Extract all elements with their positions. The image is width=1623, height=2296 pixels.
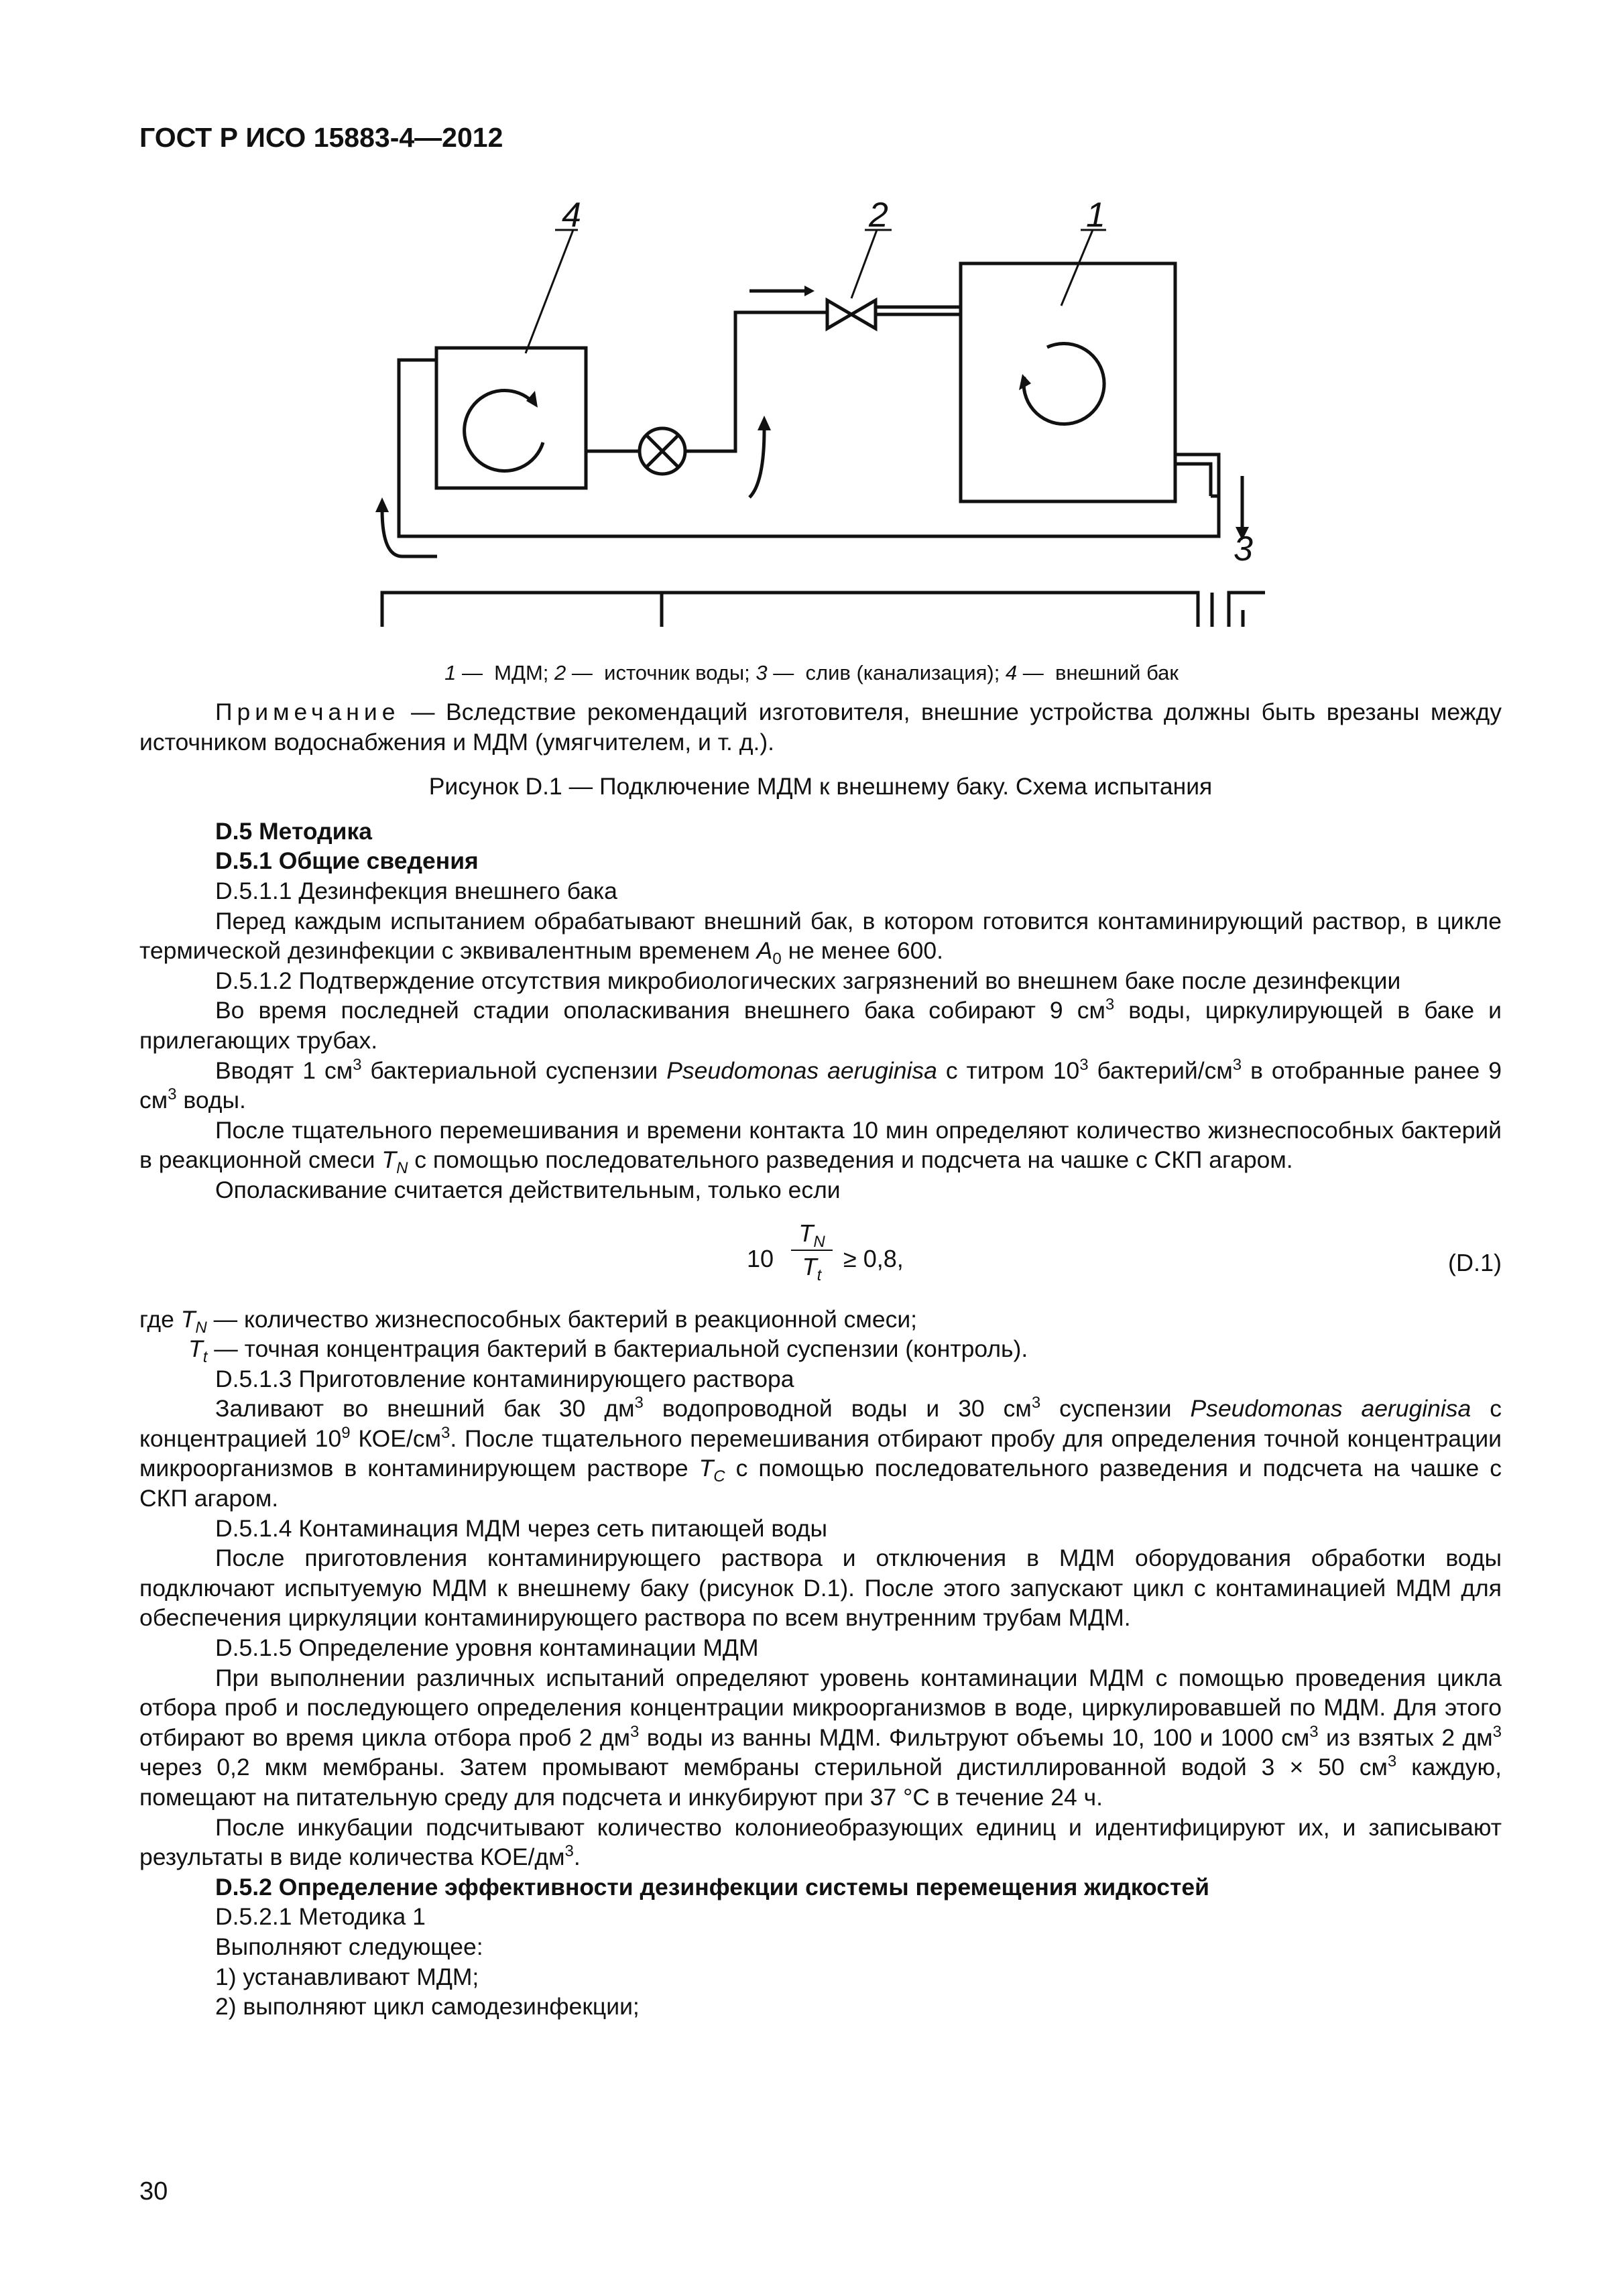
heading-d51: D.5.1 Общие сведения — [215, 847, 479, 875]
equation-number: (D.1) — [1448, 1248, 1502, 1276]
heading-d5: D.5 Методика — [215, 817, 372, 845]
subheading-d515: D.5.1.5 Определение уровня контаминации МДМ — [215, 1634, 759, 1662]
paragraph: Выполняют следующее: — [215, 1933, 483, 1960]
subheading-d512: D.5.1.2 Подтверждение отсутствия микробиологических загрязнений во внешнем баке после дезинфекции — [215, 967, 1401, 994]
paragraph: При выполнении различных испытаний определяют уровень контаминации МДМ с помощью проведения цикла отбора проб и последующего определения концентрации микроорганизмов в воде, циркулировавшей по МДМ. Для этого отбирают во время цикла отбора проб 2 $дм^3$ воды из ванны МДМ. Фильтруют объемы 10, 100 и 1000 $см^3$ из взятых 2 $дм^3$ через 0,2 мкм мембраны. Затем промывают мембраны стерильной дистиллированной водой 3 × 50 $см^3$ каждую, помещают на питательную среду для подсчета и инкубируют при 37 °C в течение 24 ч. — [139, 1664, 1502, 1811]
subheading-d513: D.5.1.3 Приготовление контаминирующего раствора — [215, 1365, 794, 1392]
floor-line — [382, 593, 1198, 627]
figure-note: Примечание — Вследствие рекомендаций изготовителя, внешние устройства должны быть врезаны между источником водоснабжения и МДМ (умягчителем, и т. д.). — [139, 699, 1502, 756]
callout-2: 2 — [869, 196, 888, 235]
mdm-unit — [961, 263, 1175, 501]
document-body — [139, 697, 1502, 2022]
mdm-circulation-arrow — [1024, 344, 1104, 424]
subheading-d514: D.5.1.4 Контаминация МДМ через сеть питающей воды — [215, 1514, 828, 1542]
paragraph: После приготовления контаминирующего раствора и отключения в МДМ оборудования обработки воды подключают испытуемую МДМ к внешнему баку (рисунок D.1). После этого запускают цикл с контаминацией МДМ для обеспечения циркуляции контаминирующего раствора по всем внутренним трубам МДМ. — [139, 1545, 1502, 1632]
list-item: 2) выполняют цикл самодезинфекции; — [215, 1993, 640, 2020]
subheading-d521: D.5.2.1 Методика 1 — [215, 1903, 426, 1931]
list-item: 1) устанавливают МДМ; — [215, 1963, 479, 1990]
return-pipe — [399, 360, 1219, 536]
valve-symbol — [827, 300, 851, 328]
figure-legend: 1 — МДМ; 2 — источник воды; 3 — слив (канализация); 4 — внешний бак — [444, 661, 1179, 684]
callout-1: 1 — [1086, 196, 1105, 235]
paragraph: После инкубации подсчитывают количество колониеобразующих единиц и идентифицируют их, и записывают результаты в виде количества КОЕ/$дм^3$. — [139, 1813, 1502, 1871]
callout-4: 4 — [562, 196, 581, 235]
paragraph: Ополаскивание считается действительным, только если — [215, 1176, 841, 1203]
heading-d52: D.5.2 Определение эффективности дезинфекции системы перемещения жидкостей — [215, 1873, 1209, 1900]
supply-pipe — [685, 312, 827, 451]
where-clause: $T_t$ — точная концентрация бактерий в бактериальной суспензии (контроль). — [188, 1335, 1028, 1367]
page-number: 30 — [139, 2177, 168, 2206]
callout-3: 3 — [1234, 530, 1253, 568]
legend-num-1: 1 — [444, 661, 457, 684]
formula-d1: 10 $T_N$ $T_t$ ≥ 0,8, (D.1) — [747, 1219, 1502, 1284]
paragraph: Перед каждым испытанием обрабатывают внешний бак, в котором готовится контаминирующий раствор, в цикле термической дезинфекции с эквивалентным временем $A_0$ не менее 600. — [139, 907, 1502, 969]
paragraph: Заливают во внешний бак 30 $дм^3$ водопроводной воды и 30 $см^3$ суспензии Pseudomonas aeruginisa с концентрацией $10^9$ КОЕ/$см^3$. После тщательного перемешивания отбирают пробу для определения точной концентрации микроорганизмов в контаминирующем растворе $T_C$ с помощью последовательного разведения и подсчета на чашке с СКП агаром. — [139, 1394, 1502, 1512]
test-scheme-diagram — [0, 188, 1623, 657]
paragraph: Вводят 1 $см^3$ бактериальной суспензии Pseudomonas aeruginisa с титром $10^3$ бактерий/$см^3$ в отобранные ранее 9 $см^3$ воды. — [139, 1055, 1502, 1114]
paragraph: Во время последней стадии ополаскивания внешнего бака собирают 9 $см^3$ воды, циркулирующей в баке и прилегающих трубах. — [139, 995, 1502, 1054]
external-tank — [436, 348, 586, 488]
paragraph: После тщательного перемешивания и времени контакта 10 мин определяют количество жизнеспособных бактерий в реакционной смеси $T_N$ с помощью последовательного разведения и подсчета на чашке с СКП агаром. — [139, 1116, 1502, 1178]
figure-caption: Рисунок D.1 — Подключение МДМ к внешнему баку. Схема испытания — [428, 773, 1213, 800]
subheading-d511: D.5.1.1 Дезинфекция внешнего бака — [215, 877, 617, 904]
fraction: $T_N$ $T_t$ — [788, 1219, 835, 1282]
where-clause: где $T_N$ — количество жизнеспособных бактерий в реакционной смеси; — [139, 1305, 918, 1337]
running-head: ГОСТ Р ИСО 15883-4—2012 — [139, 122, 503, 153]
